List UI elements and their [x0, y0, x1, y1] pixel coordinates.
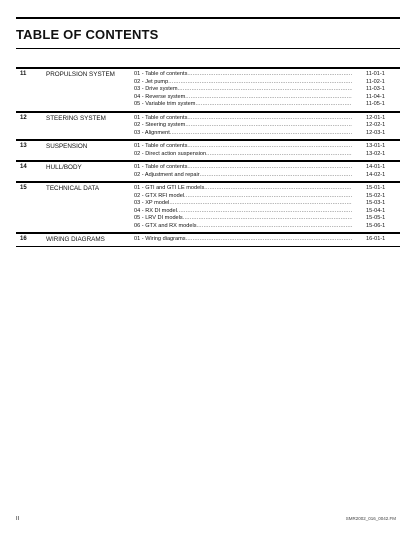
toc-section — [16, 181, 400, 232]
toc-entry[interactable] — [134, 143, 396, 151]
entry-page-number: 12-03-1 — [366, 129, 386, 136]
section-number: 13 — [20, 143, 27, 149]
section-entries — [134, 71, 396, 109]
dot-leader — [178, 86, 352, 94]
section-name: WIRING DIAGRAMS — [46, 236, 105, 243]
entry-title: 01 - Wiring diagrams — [134, 236, 186, 242]
section-entries — [134, 115, 396, 138]
section-number: 14 — [20, 164, 27, 170]
entry-title: 03 - Drive system — [134, 86, 178, 92]
entry-page-number: 16-01-1 — [366, 236, 386, 242]
toc-entry[interactable] — [134, 200, 396, 208]
toc-entry[interactable] — [134, 94, 396, 102]
entry-title: 01 - GTI and GTI LE models — [134, 185, 205, 191]
toc-entry[interactable] — [134, 215, 396, 223]
section-number: 15 — [20, 185, 27, 191]
entry-page-number: 11-04-1 — [366, 93, 385, 100]
title-bottom-rule — [16, 48, 400, 49]
entry-title: 01 - Table of contents — [134, 114, 188, 121]
dot-leader — [177, 208, 352, 216]
entry-title: 03 - Alignment — [134, 129, 170, 136]
title-top-rule — [16, 17, 400, 19]
toc-section — [16, 160, 400, 181]
toc-entry[interactable] — [134, 223, 396, 231]
document-code: SMR2002_016_0042.FM — [345, 516, 396, 521]
entry-title: 05 - Variable trim system — [134, 101, 196, 107]
toc-entry[interactable] — [134, 236, 396, 244]
section-number: 16 — [20, 236, 27, 242]
entry-page-number: 15-06-1 — [366, 222, 386, 229]
entry-title: 04 - RX DI model — [134, 207, 177, 214]
toc-entry[interactable] — [134, 79, 396, 87]
entry-title: 02 - GTX RFI model — [134, 192, 185, 199]
entry-page-number: 11-03-1 — [366, 86, 385, 92]
dot-leader — [185, 122, 352, 130]
section-number: 12 — [20, 114, 27, 121]
entry-title: 02 - Jet pump — [134, 78, 169, 85]
toc-table — [16, 67, 400, 247]
toc-section — [16, 232, 400, 247]
dot-leader — [204, 185, 352, 193]
page-number: II — [16, 516, 20, 522]
entry-page-number: 11-02-1 — [366, 78, 385, 85]
entry-page-number: 15-01-1 — [366, 185, 386, 191]
dot-leader — [195, 101, 352, 109]
entry-page-number: 12-02-1 — [366, 122, 386, 128]
entry-page-number: 11-05-1 — [366, 101, 385, 107]
toc-section — [16, 139, 400, 160]
entry-title: 01 - Table of contents — [134, 71, 188, 77]
entry-page-number: 11-01-1 — [366, 71, 385, 77]
entry-title: 05 - LRV DI models — [134, 215, 183, 221]
entry-page-number: 14-01-1 — [366, 164, 386, 170]
dot-leader — [170, 130, 352, 138]
toc-entry[interactable] — [134, 86, 396, 94]
entry-title: 02 - Adjustment and repair — [134, 171, 200, 178]
toc-entry[interactable] — [134, 208, 396, 216]
toc-entry[interactable] — [134, 193, 396, 201]
toc-entry[interactable] — [134, 122, 396, 130]
entry-page-number: 15-02-1 — [366, 192, 386, 199]
entry-page-number: 12-01-1 — [366, 114, 386, 121]
entry-page-number: 14-02-1 — [366, 171, 386, 178]
toc-entry[interactable] — [134, 172, 396, 180]
entry-title: 01 - Table of contents — [134, 164, 188, 170]
section-entries — [134, 164, 396, 179]
dot-leader — [187, 143, 352, 151]
dot-leader — [183, 215, 352, 223]
dot-leader — [187, 71, 352, 79]
toc-entry[interactable] — [134, 130, 396, 138]
dot-leader — [187, 164, 352, 172]
dot-leader — [186, 236, 352, 244]
entry-title: 06 - GTX and RX models — [134, 222, 197, 229]
section-number: 11 — [20, 71, 27, 77]
dot-leader — [206, 151, 352, 159]
entry-page-number: 15-04-1 — [366, 207, 386, 214]
section-entries — [134, 143, 396, 158]
entry-page-number: 15-05-1 — [366, 215, 386, 221]
toc-section — [16, 67, 400, 111]
toc-entry[interactable] — [134, 101, 396, 109]
section-entries — [134, 236, 396, 244]
dot-leader — [200, 172, 352, 180]
entry-page-number: 15-03-1 — [366, 200, 386, 206]
dot-leader — [197, 223, 353, 231]
entry-title: 04 - Reverse system — [134, 93, 186, 100]
section-name: SUSPENSION — [46, 143, 88, 150]
section-name: PROPULSION SYSTEM — [46, 71, 115, 78]
dot-leader — [169, 200, 352, 208]
entry-page-number: 13-01-1 — [366, 143, 386, 149]
dot-leader — [185, 94, 352, 102]
entry-title: 01 - Table of contents — [134, 143, 188, 149]
page-title: TABLE OF CONTENTS — [16, 27, 159, 42]
section-entries — [134, 185, 396, 230]
entry-title: 02 - Direct action suspension — [134, 150, 207, 157]
toc-entry[interactable] — [134, 164, 396, 172]
dot-leader — [184, 193, 352, 201]
section-name: STEERING SYSTEM — [46, 114, 106, 122]
dot-leader — [187, 115, 352, 123]
entry-page-number: 13-02-1 — [366, 150, 386, 157]
toc-entry[interactable] — [134, 151, 396, 159]
toc-entry[interactable] — [134, 185, 396, 193]
dot-leader — [168, 79, 352, 87]
section-name: TECHNICAL DATA — [46, 185, 100, 192]
toc-entry[interactable] — [134, 71, 396, 79]
toc-section — [16, 111, 400, 140]
entry-title: 03 - XP model — [134, 200, 170, 206]
entry-title: 02 - Steering system — [134, 122, 186, 128]
section-name: HULL/BODY — [46, 164, 82, 171]
toc-entry[interactable] — [134, 115, 396, 123]
